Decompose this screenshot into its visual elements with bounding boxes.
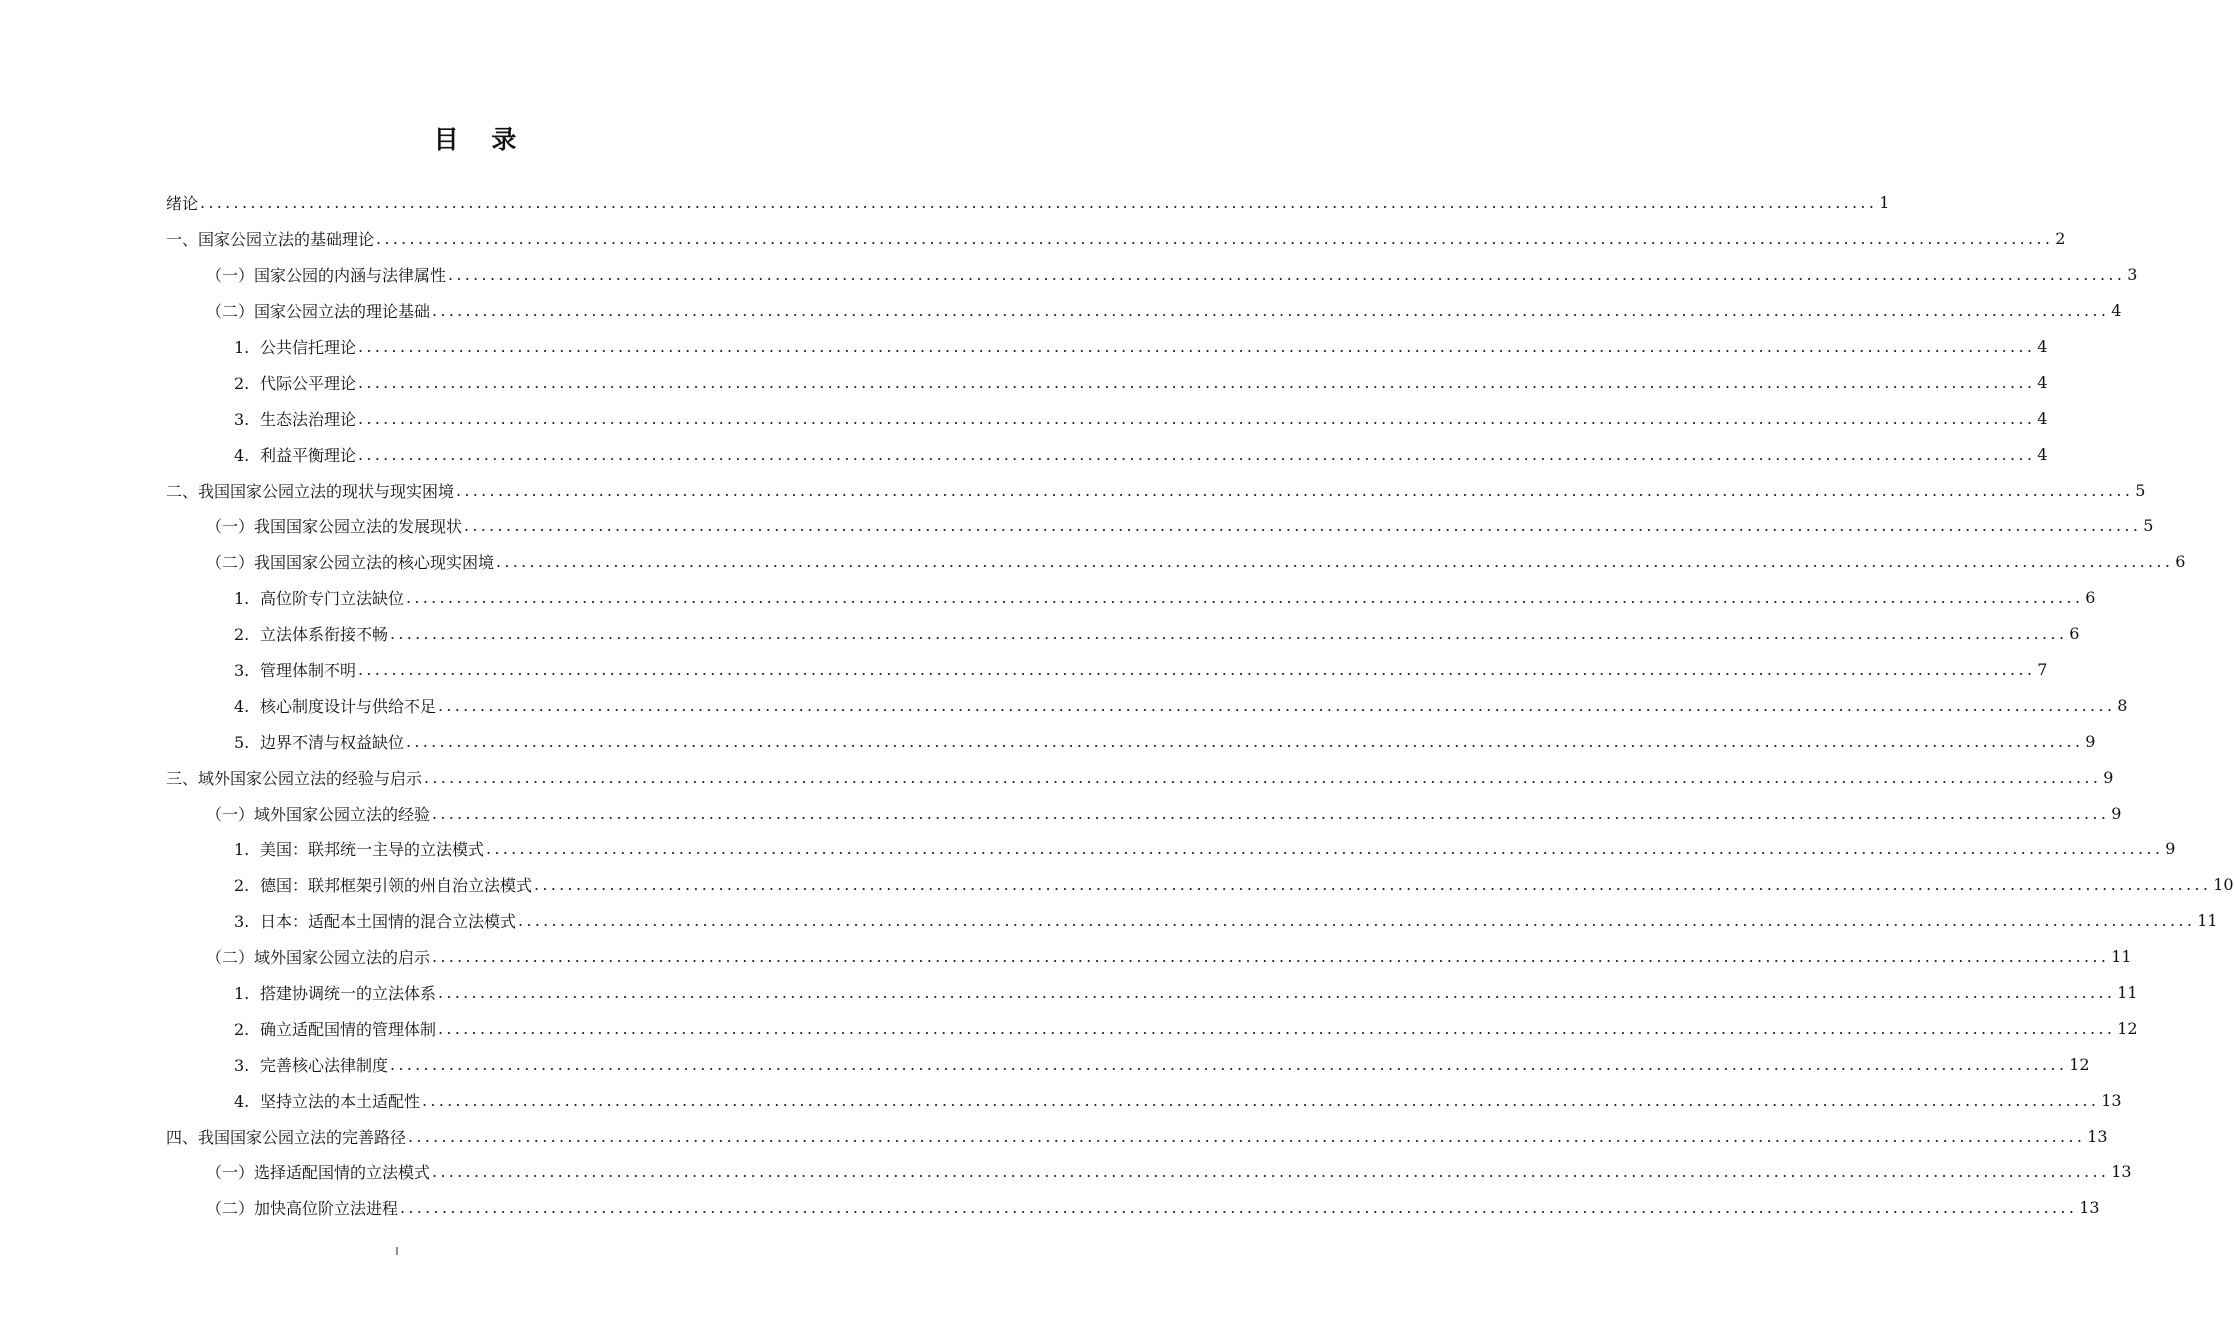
toc-entry-number: 3. <box>234 912 250 932</box>
toc-entry-label <box>206 802 430 825</box>
toc-entry[interactable] <box>166 687 2128 723</box>
dot-leader: ........................................................................................................................................................................................................ <box>432 803 2110 823</box>
dot-leader: ........................................................................................................................................................................................................ <box>390 624 2068 644</box>
toc-entry-label <box>166 766 422 789</box>
toc-entry-text: 一、国家公园立法的基础理论 <box>166 230 375 250</box>
toc-entry-text: （一）选择适配国情的立法模式 <box>206 1163 431 1183</box>
toc-entry-label <box>234 658 356 681</box>
toc-entry-label <box>206 945 430 968</box>
toc-entry-label <box>234 981 436 1004</box>
toc-entry-number: 2. <box>234 876 250 896</box>
toc-entry-text: 完善核心法律制度 <box>260 1055 389 1075</box>
dot-leader: ........................................................................................................................................................................................................ <box>432 301 2110 321</box>
toc-entry[interactable] <box>166 1046 2090 1082</box>
toc-entry-number: 1. <box>234 338 250 357</box>
dot-leader: ........................................................................................................................................................................................................ <box>432 947 2110 967</box>
dot-leader: ........................................................................................................................................................................................................ <box>432 1162 2110 1182</box>
dot-leader: ........................................................................................................................................................................................................ <box>390 1054 2068 1074</box>
toc-entry-page: 13 <box>2087 1126 2108 1146</box>
toc-entry-page: 5 <box>2135 480 2146 500</box>
toc-entry[interactable] <box>166 903 2218 939</box>
toc-entry-label <box>206 1196 398 1219</box>
toc-entry-text: 公共信托理论 <box>260 338 357 357</box>
toc-entry[interactable] <box>166 1118 2108 1154</box>
toc-entry-page: 9 <box>2165 839 2176 859</box>
toc-entry[interactable] <box>166 616 2080 652</box>
toc-entry-page: 6 <box>2085 588 2096 608</box>
toc-entry-text: 利益平衡理论 <box>260 445 357 465</box>
toc-entry-page: 10 <box>2213 875 2234 895</box>
toc-entry-page: 12 <box>2117 1018 2138 1038</box>
toc-entry-label <box>234 407 356 430</box>
toc-entry-text: 美国：联邦统一主导的立法模式 <box>260 840 485 860</box>
toc-entry-label <box>234 1089 420 1112</box>
toc-entry-label <box>234 694 436 717</box>
dot-leader: ........................................................................................................................................................................................................ <box>358 444 2036 464</box>
dot-leader: ........................................................................................................................................................................................................ <box>456 480 2134 500</box>
toc-entry[interactable] <box>166 221 2066 257</box>
toc-entry[interactable] <box>166 759 2114 795</box>
toc-entry-page: 9 <box>2111 803 2122 823</box>
toc-entry-text: 确立适配国情的管理体制 <box>260 1019 437 1039</box>
dot-leader: ........................................................................................................................................................................................................ <box>358 660 2036 680</box>
toc-entry-label <box>206 514 462 537</box>
toc-entry-number: 4. <box>234 1091 250 1111</box>
toc-entry-label <box>234 622 388 645</box>
toc-entry-page: 8 <box>2117 695 2128 715</box>
dot-leader: ........................................................................................................................................................................................................ <box>424 767 2102 787</box>
toc-entry-number: 1. <box>234 984 250 1004</box>
toc-entry-label <box>206 263 446 286</box>
toc-entry-number: 2. <box>234 373 250 393</box>
toc-entry-text: 立法体系衔接不畅 <box>260 625 389 645</box>
dot-leader: ........................................................................................................................................................................................................ <box>400 1198 2078 1218</box>
dot-leader: ........................................................................................................................................................................................................ <box>448 265 2126 285</box>
toc-entry-page: 13 <box>2101 1090 2122 1110</box>
toc-entry-number: 5. <box>234 732 250 752</box>
toc-entry-page: 11 <box>2111 947 2132 967</box>
toc-entry-number: 2. <box>234 625 250 645</box>
toc-entry[interactable] <box>166 1010 2138 1046</box>
toc-entry-text: 生态法治理论 <box>260 409 357 429</box>
toc-entry-number: 2. <box>234 1019 250 1039</box>
toc-entry[interactable] <box>166 723 2096 759</box>
toc-entry-page: 6 <box>2069 624 2080 644</box>
toc-entry-text: （一）国家公园的内涵与法律属性 <box>206 266 447 286</box>
toc-entry[interactable] <box>166 652 2048 688</box>
toc-entry-page: 4 <box>2037 408 2048 428</box>
dot-leader: ........................................................................................................................................................................................................ <box>358 337 2036 356</box>
dot-leader: ........................................................................................................................................................................................................ <box>438 695 2116 715</box>
toc-entry-text: （一）我国国家公园立法的发展现状 <box>206 517 463 537</box>
toc-entry-label <box>166 1125 406 1148</box>
toc-entry-label <box>234 730 404 753</box>
toc-entry-label <box>234 1017 436 1040</box>
toc-entry-number: 3. <box>234 1055 250 1075</box>
dot-leader: ........................................................................................................................................................................................................ <box>358 408 2036 428</box>
dot-leader: ........................................................................................................................................................................................................ <box>518 911 2196 931</box>
toc-entry-number: 4. <box>234 696 250 716</box>
dot-leader: ........................................................................................................................................................................................................ <box>438 1018 2116 1038</box>
toc-entry-page: 12 <box>2069 1054 2090 1074</box>
toc-entry-page: 4 <box>2037 337 2048 356</box>
toc-entry[interactable] <box>166 436 2048 472</box>
toc-entry-text: （二）国家公园立法的理论基础 <box>206 302 431 322</box>
toc-entry[interactable] <box>166 1082 2122 1118</box>
toc-entry-text: 绪论 <box>166 194 199 214</box>
toc-entry-text: 代际公平理论 <box>260 373 357 393</box>
toc-entry-page: 1 <box>1879 193 1890 213</box>
toc-entry[interactable] <box>166 1190 2100 1226</box>
toc-entry-page: 4 <box>2037 372 2048 392</box>
toc-entry[interactable] <box>166 400 2048 436</box>
toc-entry-page: 9 <box>2085 731 2096 751</box>
toc-entry-label <box>206 1160 430 1183</box>
dot-leader: ........................................................................................................................................................................................................ <box>422 1090 2100 1110</box>
toc-entry-text: 核心制度设计与供给不足 <box>260 696 437 716</box>
toc-entry[interactable] <box>166 975 2138 1011</box>
dot-leader: ........................................................................................................................................................................................................ <box>496 552 2174 572</box>
toc-entry-page: 5 <box>2143 516 2154 536</box>
toc-entry[interactable] <box>166 257 2138 293</box>
toc-entry-number: 1. <box>234 840 250 860</box>
dot-leader: ........................................................................................................................................................................................................ <box>200 193 1878 213</box>
dot-leader: ........................................................................................................................................................................................................ <box>408 1126 2086 1146</box>
toc-entry-page: 4 <box>2037 444 2048 464</box>
toc-entry-page: 7 <box>2037 660 2048 680</box>
toc-entry-page: 4 <box>2111 301 2122 321</box>
toc-entry-text: 高位阶专门立法缺位 <box>260 589 405 609</box>
toc-entry-text: 日本：适配本土国情的混合立法模式 <box>260 912 517 932</box>
toc-entry-text: （二）域外国家公园立法的启示 <box>206 948 431 968</box>
toc-entry-label <box>234 1053 388 1076</box>
toc-entry[interactable] <box>166 580 2096 616</box>
toc-entry-text: 坚持立法的本土适配性 <box>260 1091 421 1111</box>
toc-entry-page: 13 <box>2079 1198 2100 1218</box>
dot-leader: ........................................................................................................................................................................................................ <box>464 516 2142 536</box>
toc-entry-label <box>234 371 356 394</box>
toc-entry-text: （二）我国国家公园立法的核心现实困境 <box>206 553 495 573</box>
page-number: I <box>395 1245 399 1258</box>
toc-entry[interactable] <box>166 544 2186 580</box>
toc-entry-label <box>234 335 356 358</box>
toc-entry-label <box>234 586 404 609</box>
toc-entry-text: 管理体制不明 <box>260 661 357 681</box>
dot-leader: ........................................................................................................................................................................................................ <box>358 372 2036 392</box>
toc-entry[interactable] <box>166 1154 2132 1190</box>
toc-entry-page: 11 <box>2197 911 2218 931</box>
toc-entry-page: 9 <box>2103 767 2114 787</box>
toc-entry[interactable] <box>166 867 2234 903</box>
toc-entry-page: 6 <box>2175 552 2186 572</box>
toc-entry[interactable] <box>166 831 2176 867</box>
dot-leader: ........................................................................................................................................................................................................ <box>376 229 2054 249</box>
toc-entry[interactable] <box>166 185 1890 221</box>
toc-entry[interactable] <box>166 329 2048 365</box>
toc-entry-label <box>234 837 484 860</box>
toc-entry[interactable] <box>166 508 2154 544</box>
toc-entry[interactable] <box>166 939 2132 975</box>
dot-leader: ........................................................................................................................................................................................................ <box>438 983 2116 1003</box>
toc-entry-page: 11 <box>2117 983 2138 1003</box>
toc-entry-label <box>166 479 454 502</box>
toc-entry-page: 2 <box>2055 229 2066 249</box>
toc-entry-label <box>234 443 356 466</box>
dot-leader: ........................................................................................................................................................................................................ <box>534 875 2212 895</box>
toc-entry-label <box>234 909 516 932</box>
toc-entry-label <box>206 550 494 573</box>
toc-entry[interactable] <box>166 472 2146 508</box>
toc-entry-number: 3. <box>234 661 250 681</box>
toc-entry-number: 1. <box>234 589 250 609</box>
toc-entry-text: 边界不清与权益缺位 <box>260 732 405 752</box>
table-of-contents <box>166 185 2234 1226</box>
toc-entry-text: 搭建协调统一的立法体系 <box>260 984 437 1004</box>
toc-entry-page: 13 <box>2111 1162 2132 1182</box>
toc-entry-label <box>234 873 532 896</box>
toc-entry-label <box>166 191 198 214</box>
page-title: 目 录 <box>433 125 529 154</box>
toc-entry-label <box>206 299 430 322</box>
toc-entry-text: 二、我国国家公园立法的现状与现实困境 <box>166 481 455 501</box>
dot-leader: ........................................................................................................................................................................................................ <box>406 731 2084 751</box>
dot-leader: ........................................................................................................................................................................................................ <box>406 588 2084 608</box>
toc-entry-text: 四、我国国家公园立法的完善路径 <box>166 1127 407 1147</box>
toc-entry[interactable] <box>166 795 2122 831</box>
toc-entry-text: 三、域外国家公园立法的经验与启示 <box>166 768 423 788</box>
toc-entry[interactable] <box>166 293 2122 329</box>
toc-entry-label <box>166 227 374 250</box>
toc-entry-number: 4. <box>234 445 250 465</box>
toc-entry-text: （一）域外国家公园立法的经验 <box>206 804 431 824</box>
dot-leader: ........................................................................................................................................................................................................ <box>486 839 2164 859</box>
toc-entry-text: （二）加快高位阶立法进程 <box>206 1199 399 1219</box>
toc-entry-number: 3. <box>234 409 250 429</box>
toc-entry[interactable] <box>166 364 2048 400</box>
toc-entry-page: 3 <box>2127 265 2138 285</box>
toc-entry-text: 德国：联邦框架引领的州自治立法模式 <box>260 876 533 896</box>
